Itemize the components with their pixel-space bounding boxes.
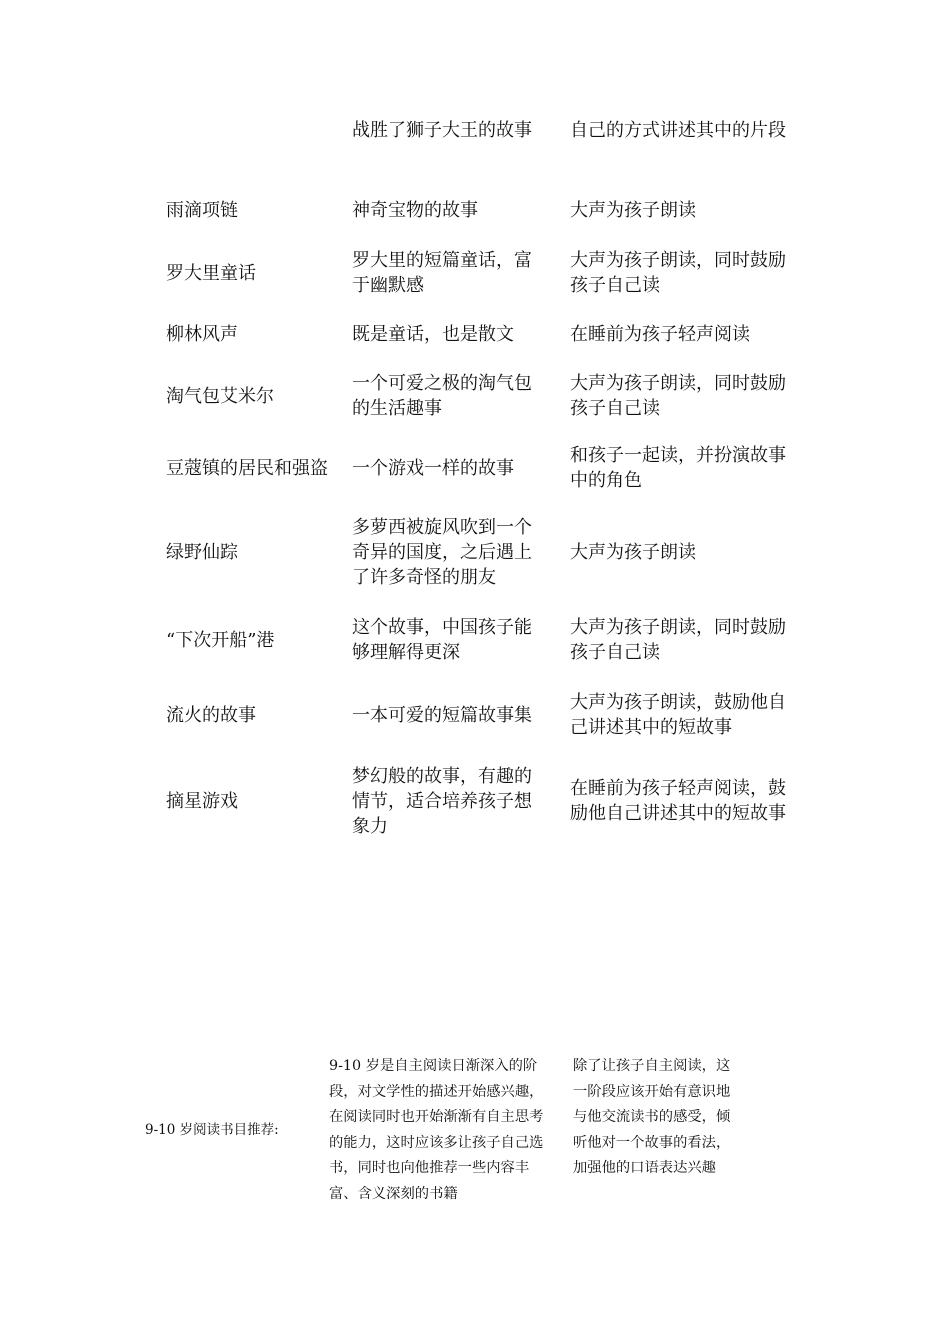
reading-advice: 大声为孩子朗读，同时鼓励孩子自己读 [570, 250, 786, 296]
book-description: 一个游戏一样的故事 [352, 457, 514, 479]
section-label: 9-10 岁阅读书目推荐: [145, 1122, 279, 1138]
book-title [166, 118, 331, 178]
book-description: 神奇宝物的故事 [352, 200, 478, 221]
book-title: 罗大里童话 [166, 262, 256, 284]
book-description: 梦幻般的故事，有趣的情节，适合培养孩子想象力 [352, 765, 532, 837]
table-row [166, 243, 806, 303]
book-description: 一个可爱之极的淘气包的生活趣事 [352, 373, 532, 419]
book-title: 雨滴项链 [166, 200, 238, 221]
table-row [166, 746, 806, 856]
table-row [166, 509, 806, 596]
reading-advice: 大声为孩子朗读 [570, 200, 696, 221]
book-description: 一本可爱的短篇故事集 [352, 704, 532, 726]
table-row [166, 365, 806, 427]
reading-advice: 自己的方式讲述其中的片段 [570, 120, 786, 141]
book-title: “下次开船”港 [166, 629, 275, 651]
book-description: 既是童话，也是散文 [352, 323, 514, 345]
reading-advice: 和孩子一起读，并扮演故事中的角色 [570, 445, 786, 491]
table-row [166, 303, 806, 365]
reading-advice: 大声为孩子朗读 [570, 542, 696, 563]
book-description: 罗大里的短篇童话，富于幽默感 [352, 250, 532, 296]
section-description: 9-10 岁是自主阅读日渐深入的阶段，对文学性的描述开始感兴趣，在阅读同时也开始渐渐有自主思考的能力，这时应该多让孩子自己选书，同时也向他推荐一些内容丰富、含义深刻的书籍 [329, 1058, 544, 1202]
book-title: 豆蔻镇的居民和强盗 [166, 457, 328, 479]
book-title: 绿野仙踪 [166, 542, 238, 563]
reading-advice: 在睡前为孩子轻声阅读，鼓励他自己讲述其中的短故事 [570, 778, 786, 824]
book-description: 这个故事，中国孩子能够理解得更深 [352, 617, 532, 663]
book-title: 摘星游戏 [166, 790, 238, 812]
table-row [166, 178, 806, 243]
table-row [166, 684, 806, 746]
book-title: 柳林风声 [166, 323, 238, 345]
reading-advice: 大声为孩子朗读，同时鼓励孩子自己读 [570, 617, 786, 663]
book-table [166, 118, 806, 856]
table-row [166, 596, 806, 684]
reading-advice: 大声为孩子朗读，同时鼓励孩子自己读 [570, 373, 786, 419]
age-section [0, 1050, 950, 1210]
book-description: 多萝西被旋风吹到一个奇异的国度，之后遇上了许多奇怪的朋友 [352, 517, 532, 588]
table-row [166, 118, 806, 178]
reading-advice: 大声为孩子朗读，鼓励他自己讲述其中的短故事 [570, 692, 786, 738]
section-advice: 除了让孩子自主阅读，这一阶段应该开始有意识地与他交流读书的感受，倾听他对一个故事的看法，加强他的口语表达兴趣 [573, 1058, 731, 1176]
book-title: 流火的故事 [166, 704, 256, 726]
book-description: 战胜了狮子大王的故事 [352, 120, 532, 141]
reading-advice: 在睡前为孩子轻声阅读 [570, 323, 750, 345]
book-title: 淘气包艾米尔 [166, 385, 274, 407]
table-row [166, 427, 806, 509]
